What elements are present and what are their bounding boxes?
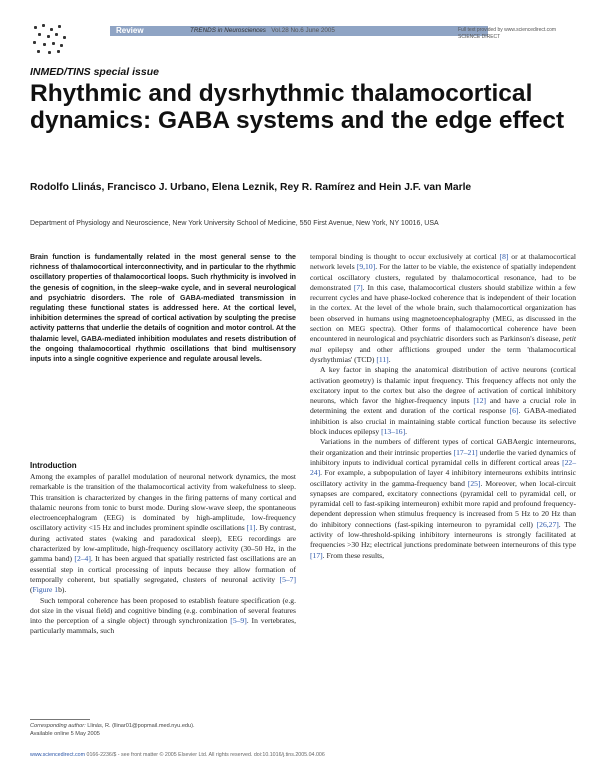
issue-label: INMED/TINS special issue xyxy=(30,66,159,78)
citation-link[interactable]: [5–7] xyxy=(279,574,296,584)
paragraph: temporal binding is thought to occur exclusively at cortical [8] or at thalamocortical network levels [9,10]. For the latter to be viable, the existence of spatially independent cortical oscillatory clusters, regulated by thalamocortical resonance, had to be demonstrated [7]. In this case, thalamocortical clusters should stabilize within a few recurrent cycles and have phase-locked coherence that is independent of their location in the cortex. At the level of the whole brain, such thalamocortical organization has been observed in humans using magnetoencephalography (MEG, as discussed in the section on MEG spectra). Other forms of thalamocortical coherence have been encountered in neurological and psychiatric disorders such as Parkinson's disease, petit mal epilepsy and other afflictions grouped under the term 'thalamocortical dysrhythmias' (TCD) [11]. xyxy=(310,252,576,364)
paragraph: Among the examples of parallel modulation of neuronal network dynamics, the most remarkable is the transition of the thalamocortical activity from wakefulness to sleep. This transition is characterized by changes in the firing patterns of many cortical and thalamic neurons from tonic to burst mode. During slow-wave sleep, the spontaneous electroencephalogram (EEG) is dominated by high-amplitude, low-frequency oscillatory activity <15 Hz and includes prominent spindle oscillations [1]. By contrast, during activated states (waking and paradoxical sleep), EEG recordings are characterized by low-amplitude, high-frequency oscillatory activity (30–50 Hz, in the gamma band) [2–4]. It has been argued that spatially restricted fast oscillations are an essential step in cortical processing of inputs because they allow formation of temporally coherent, but spatially segregated, clusters of neuronal activity [5–7] (Figure 1b). xyxy=(30,472,297,595)
copyright-text: 0166-2236/$ - see front matter © 2005 Elsevier Ltd. All rights reserved. doi:10.1016/j.tins.2005.04.006 xyxy=(85,752,325,758)
corresponding-label: Corresponding author: xyxy=(30,723,86,729)
publisher-logo xyxy=(30,24,70,56)
publisher-line2: SCIENCE DIRECT xyxy=(458,34,501,40)
section-heading-introduction: Introduction xyxy=(30,461,77,470)
citation-link[interactable]: [17–21] xyxy=(453,447,478,457)
paragraph: A key factor in shaping the anatomical distribution of active neurons (cortical activation geometry) is thalamic input frequency. This frequency affects not only the excitatory input to the cortex but also the degree of activation of cortical inhibitory neurons, which favor the higher-frequency inputs [12] and have a crucial role in determining the extent and duration of the cortical response [6]. GABA-mediated inhibition is also crucial in maintaining stable cortical function because its selective block induces epilepsy [13–16]. xyxy=(310,365,576,437)
paragraph: Variations in the numbers of different types of cortical GABAergic interneurons, their organization and their intrinsic properties [17–21] underlie the varied dynamics of inhibitory inputs to individual cortical pyramidal cells in different cortical areas [22–24]. For example, a subpopulation of layer 4 inhibitory interneurons exhibits intrinsic oscillatory activity in the gamma-frequency band [25]. Moreover, when local-circuit synapses are compared, excitatory connections (pyramidal cell to pyramidal cell, or pyramidal cell to fast-spiking interneuron) exhibit more rapid and profound frequency-dependent depression when stimulus frequency is increased from 5 Hz to 20 Hz than do inhibitory connections (fast-spiking interneuron to pyramidal cell) [26,27]. The activity of low-threshold-spiking inhibitory interneurons is strongly facilitated at frequencies >30 Hz; electrical junctions predominate between interneurons of this type [17]. From these results, xyxy=(310,437,577,560)
publisher-info xyxy=(458,27,578,41)
citation-link[interactable]: [8] xyxy=(499,252,509,261)
journal-info xyxy=(190,27,335,34)
citation-link[interactable]: [13–16] xyxy=(381,427,406,437)
abstract: Brain function is fundamentally related in the most general sense to the richness of thalamocortical interconnectivity, and in particular to the rhythmic oscillatory properties of thalamocortical loops. Such rhythmicity is involved in the genesis of cognition, in the sleep–wake cycle, and in several neurological and psychiatric disorders. The role of GABA-mediated transmission in regulating these functional states is addressed here. At the cortical level, inhibition determines the spread of cortical activation by sculpting the precise activity patterns that underlie the details of cognition and motor control. At the thalamic level, GABA-mediated inhibition modulates and resets distribution of the ongoing thalamocortical rhythmic oscillations that bind multisensory inputs into a single cognitive experience and regulate arousal levels. xyxy=(30,253,296,364)
affiliation: Department of Physiology and Neuroscience, New York University School of Medicine, 550 First Avenue, New York, NY 10016, USA xyxy=(30,220,439,227)
right-column xyxy=(310,252,576,561)
footnote xyxy=(30,722,195,738)
publisher-line1: Full text provided by www.sciencedirect.com xyxy=(458,27,557,33)
citation-link[interactable]: [5–9] xyxy=(230,616,247,626)
citation-link[interactable]: [9,10] xyxy=(356,262,376,272)
section-label: Review xyxy=(116,26,144,35)
citation-link[interactable]: [11] xyxy=(376,354,389,364)
left-column xyxy=(30,472,296,637)
figure-link[interactable]: Figure 1 xyxy=(32,585,59,595)
citation-link[interactable]: [25] xyxy=(467,478,481,488)
volume-info: Vol.28 No.6 June 2005 xyxy=(271,27,335,34)
page-footer xyxy=(30,752,325,758)
corresponding-author: Llinás, R. (llinar01@popmail.med.nyu.edu). xyxy=(85,723,195,729)
citation-link[interactable]: [6] xyxy=(509,406,519,416)
available-online: Available online 5 May 2005 xyxy=(30,731,100,737)
citation-link[interactable]: [22–24] xyxy=(310,457,576,478)
citation-link[interactable]: [26,27] xyxy=(536,519,559,529)
article-title: Rhythmic and dysrhythmic thalamocortical dynamics: GABA systems and the edge effect xyxy=(30,80,565,134)
citation-link[interactable]: [17] xyxy=(310,550,323,560)
author-list: Rodolfo Llinás, Francisco J. Urbano, Elena Leznik, Rey R. Ramírez and Hein J.F. van Marle xyxy=(30,182,472,193)
citation-link[interactable]: [7] xyxy=(353,282,363,292)
footnote-divider xyxy=(30,719,90,720)
citation-link[interactable]: [12] xyxy=(473,396,487,406)
citation-link[interactable]: [2–4] xyxy=(74,554,91,564)
paragraph: Such temporal coherence has been proposed to establish feature specification (e.g. dot size in the visual field) and cognitive binding (e.g. combination of several features into the perception of a single object) through synchronization [5–9]. In vertebrates, particularly mammals, such xyxy=(30,595,296,636)
sciencedirect-link[interactable]: www.sciencedirect.com xyxy=(30,752,86,758)
journal-name: TRENDS in Neurosciences xyxy=(190,27,266,34)
citation-link[interactable]: [1] xyxy=(246,523,256,533)
